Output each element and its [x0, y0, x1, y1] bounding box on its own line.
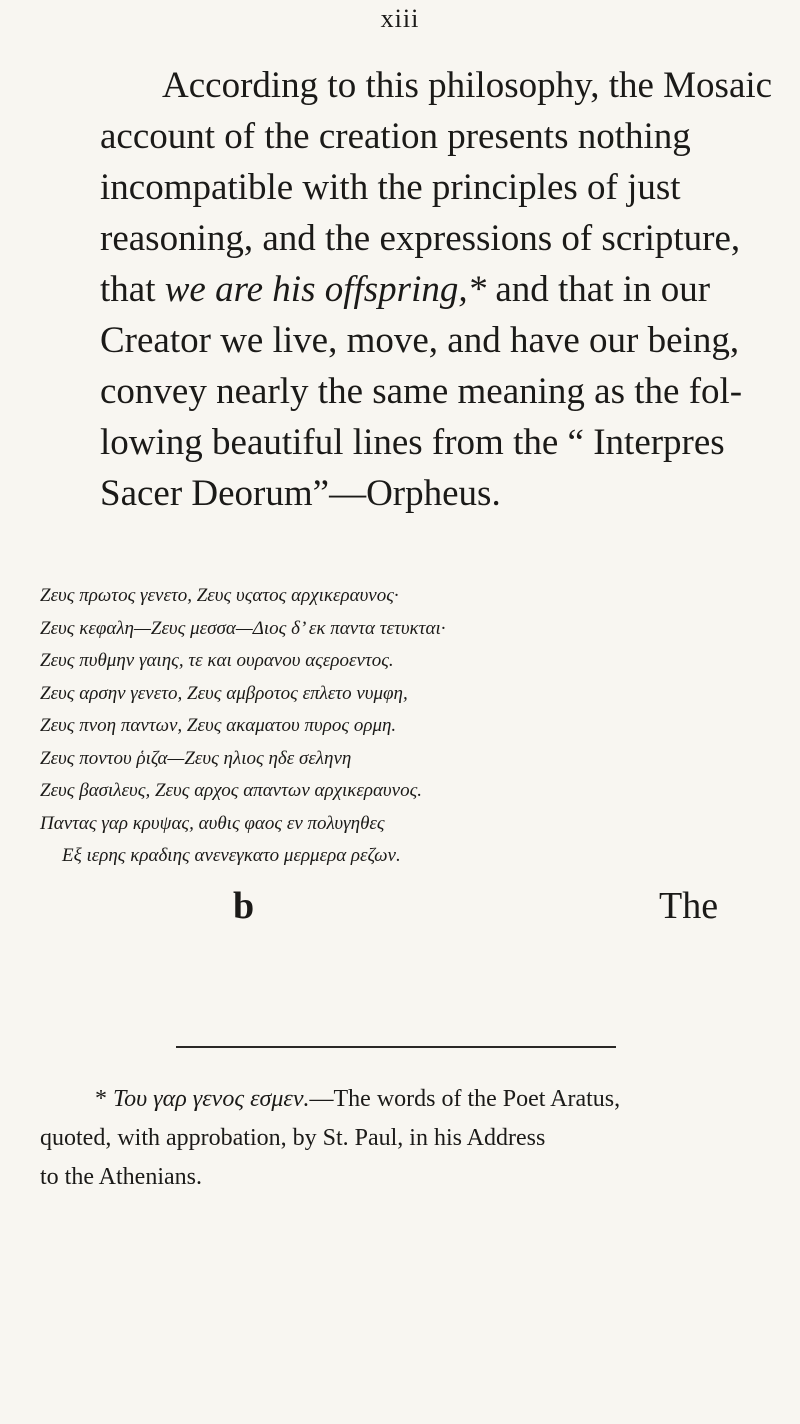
- greek-verse-line: Ζευς πυθμην γαιης, τε και ουρανου αςεροεντος.: [40, 650, 394, 671]
- text-line: According to this philosophy, the Mosaic: [162, 65, 773, 106]
- text-line: reasoning, and the expressions of scripture,: [100, 218, 741, 259]
- text-line: account of the creation presents nothing: [100, 116, 691, 157]
- italic-scripture-quote: we are his offspring,*: [164, 269, 487, 310]
- text-line: Sacer Deorum”—Orpheus.: [100, 473, 501, 514]
- footnote-text: —The words of the Poet Aratus,: [309, 1086, 621, 1112]
- greek-verse-line: Ζευς βασιλευς, Ζευς αρχος απαντων αρχικεραυνος.: [40, 780, 423, 801]
- greek-verse-line: Ζευς αρσην γενετο, Ζευς αμβροτος επλετο νυμφη,: [40, 682, 408, 704]
- greek-verse-line: Ζευς κεφαλη—Ζευς μεσσα—Διος δ’ εκ παντα τετυκται·: [40, 617, 446, 639]
- text-line: convey nearly the same meaning as the fol-: [100, 371, 743, 412]
- text-line: Creator we live, move, and have our being,: [100, 320, 740, 361]
- text-line: incompatible with the principles of just: [100, 167, 681, 208]
- footnote-line: quoted, with approbation, by St. Paul, in his Address: [40, 1125, 546, 1151]
- greek-verse-line: Εξ ιερης κραδιης ανενεγκατο μερμερα ρεζων.: [62, 845, 401, 866]
- footnote-divider: [176, 1046, 616, 1048]
- body-paragraph: [40, 60, 773, 519]
- greek-verse-line: Ζευς ποντου ῥιζα—Ζευς ηλιος ηδε σεληνη: [40, 747, 352, 769]
- signature-mark: b: [233, 885, 255, 927]
- text-fragment: that: [100, 269, 165, 310]
- greek-verse-block: [40, 580, 760, 873]
- text-fragment: and that in our: [486, 269, 711, 310]
- footnote-line: [40, 1080, 760, 1119]
- footnote: [40, 1080, 760, 1197]
- footnote-greek: Του γαρ γενος εσμεν.: [113, 1086, 310, 1112]
- greek-verse-line: Παντας γαρ κρυψας, αυθις φαος εν πολυγηθες: [40, 812, 385, 834]
- greek-verse-line: Ζευς πνοη παντων, Ζευς ακαματου πυρος ορμη.: [40, 715, 397, 736]
- greek-verse-line: Ζευς πρωτος γενετο, Ζευς υςατος αρχικεραυνος·: [40, 585, 399, 606]
- page-number: xiii: [380, 4, 420, 33]
- footnote-marker: *: [95, 1086, 107, 1112]
- footnote-line: to the Athenians.: [40, 1164, 202, 1190]
- text-line: [40, 264, 740, 315]
- catchword: The: [659, 885, 719, 927]
- text-line: lowing beautiful lines from the “ Interpres: [100, 422, 725, 463]
